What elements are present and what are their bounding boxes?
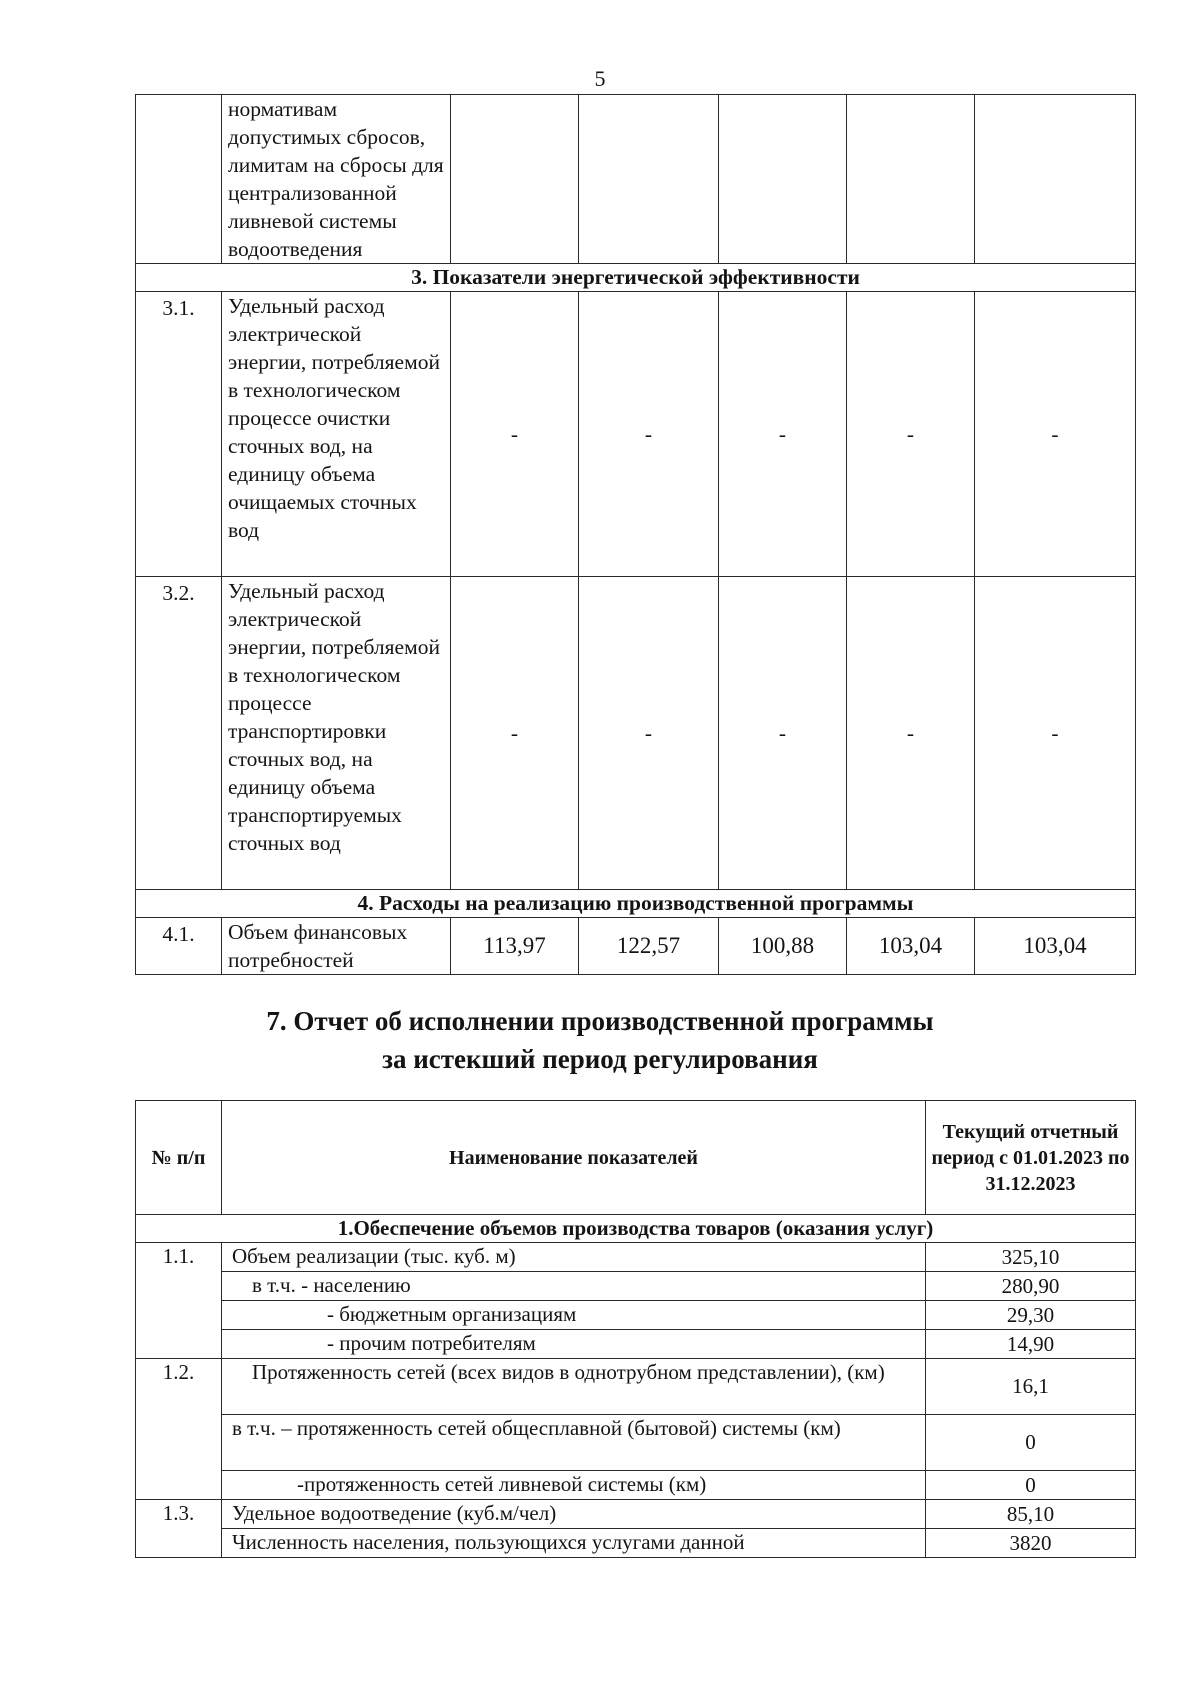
page-number: 5 (594, 66, 606, 91)
indicator-name: - бюджетным организациям (222, 1301, 926, 1330)
section-title: 4. Расходы на реализацию производственной программы (136, 890, 1136, 918)
indicator-name: в т.ч. – протяженность сетей общесплавной (бытовой) системы (км) (222, 1415, 926, 1471)
table-row (136, 1330, 1136, 1359)
value-cell: - (451, 577, 579, 890)
table-row (136, 95, 1136, 264)
value-cell: - (451, 292, 579, 577)
value-cell: 85,10 (926, 1500, 1136, 1529)
value-cell: 16,1 (926, 1359, 1136, 1415)
indicator-name: Удельный расход электрической энергии, потребляемой в технологическом процессе транспортировки сточных вод, на единицу объема транспортируемых сточных вод (222, 577, 451, 890)
indicator-name: Численность населения, пользующихся услугами данной (222, 1529, 926, 1558)
section-header-row (136, 264, 1136, 292)
row-number: 3.2. (136, 577, 222, 890)
value-cell: - (975, 577, 1136, 890)
value-cell (451, 95, 579, 264)
table-row (136, 1272, 1136, 1301)
value-cell: 3820 (926, 1529, 1136, 1558)
value-cell: - (579, 577, 719, 890)
table-row (136, 1359, 1136, 1415)
row-number: 1.2. (136, 1359, 222, 1500)
value-cell: - (579, 292, 719, 577)
value-cell: 0 (926, 1415, 1136, 1471)
row-number: 3.1. (136, 292, 222, 577)
value-cell: 122,57 (579, 918, 719, 975)
row-number (136, 95, 222, 264)
value-cell: 103,04 (847, 918, 975, 975)
value-cell: - (975, 292, 1136, 577)
section-heading-line: за истекший период регулирования (382, 1044, 818, 1074)
table-row (136, 918, 1136, 975)
indicator-name: нормативам допустимых сбросов, лимитам на сбросы для централизованной ливневой системы водоотведения (222, 95, 451, 264)
value-cell: 113,97 (451, 918, 579, 975)
row-number: 1.3. (136, 1500, 222, 1558)
indicator-name: Объем финансовых потребностей (222, 918, 451, 975)
value-cell: 14,90 (926, 1330, 1136, 1359)
indicators-table (135, 94, 1136, 975)
row-number: 4.1. (136, 918, 222, 975)
table-row (136, 577, 1136, 890)
value-cell: 100,88 (719, 918, 847, 975)
value-cell (975, 95, 1136, 264)
value-cell (847, 95, 975, 264)
indicator-name: -протяженность сетей ливневой системы (км) (222, 1471, 926, 1500)
column-header: Наименование показателей (222, 1101, 926, 1215)
section-heading (0, 1002, 1200, 1078)
value-cell: 280,90 (926, 1272, 1136, 1301)
value-cell: - (847, 292, 975, 577)
table-row (136, 1500, 1136, 1529)
column-header: Текущий отчетный период с 01.01.2023 по 31.12.2023 (926, 1101, 1136, 1215)
indicator-name: - прочим потребителям (222, 1330, 926, 1359)
indicator-name: в т.ч. - населению (222, 1272, 926, 1301)
row-number: 1.1. (136, 1243, 222, 1359)
value-cell: 29,30 (926, 1301, 1136, 1330)
value-cell: - (719, 292, 847, 577)
indicator-name: Удельное водоотведение (куб.м/чел) (222, 1500, 926, 1529)
table-row (136, 1471, 1136, 1500)
section-header-row (136, 1215, 1136, 1243)
table-row (136, 1529, 1136, 1558)
table-row (136, 1243, 1136, 1272)
section-header-row (136, 890, 1136, 918)
indicator-name: Объем реализации (тыс. куб. м) (222, 1243, 926, 1272)
section-title: 3. Показатели энергетической эффективности (136, 264, 1136, 292)
value-cell: - (847, 577, 975, 890)
section-title: 1.Обеспечение объемов производства товаров (оказания услуг) (136, 1215, 1136, 1243)
indicator-name: Протяженность сетей (всех видов в однотрубном представлении), (км) (222, 1359, 926, 1415)
column-header: № п/п (136, 1101, 222, 1215)
value-cell: - (719, 577, 847, 890)
value-cell (719, 95, 847, 264)
indicator-name: Удельный расход электрической энергии, потребляемой в технологическом процессе очистки сточных вод, на единицу объема очищаемых сточных вод (222, 292, 451, 577)
table-row (136, 292, 1136, 577)
section-heading-line: 7. Отчет об исполнении производственной программы (266, 1006, 934, 1036)
value-cell: 103,04 (975, 918, 1136, 975)
report-table (135, 1100, 1136, 1558)
table-row (136, 1415, 1136, 1471)
table-header-row (136, 1101, 1136, 1215)
value-cell: 325,10 (926, 1243, 1136, 1272)
table-row (136, 1301, 1136, 1330)
value-cell: 0 (926, 1471, 1136, 1500)
value-cell (579, 95, 719, 264)
